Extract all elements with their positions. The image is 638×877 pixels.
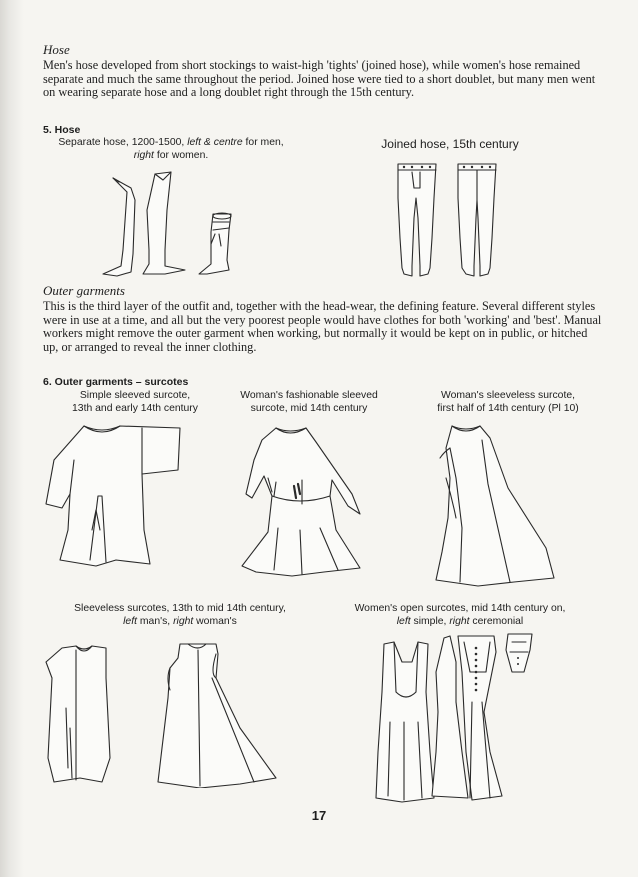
open-surcotes-illustration: [372, 632, 552, 804]
caption-italic: left: [123, 615, 137, 627]
caption-text: Simple sleeved surcote,: [79, 390, 191, 401]
caption-italic: left: [396, 615, 411, 627]
caption-text: Sleeveless surcotes, 13th to mid 14th century,: [74, 603, 286, 614]
caption-italic: right: [449, 615, 470, 627]
simple-sleeved-surcote-illustration: [40, 420, 190, 570]
caption-text: for men,: [245, 137, 284, 148]
caption-text: ceremonial: [472, 615, 524, 627]
fashionable-sleeved-surcote-illustration: [228, 420, 388, 580]
caption-text: first half of 14th century (Pl 10): [437, 402, 579, 414]
hose-heading: Hose: [43, 42, 70, 57]
figure-6-caption-2: [214, 390, 404, 415]
page-number: 17: [311, 808, 327, 823]
caption-text: Separate hose, 1200-1500,: [58, 137, 185, 148]
caption-text: woman's: [196, 615, 237, 627]
caption-text: surcote, mid 14th century: [250, 402, 368, 414]
figure-6-caption-5: [320, 603, 600, 628]
caption-text: Women's open surcotes, mid 14th century on,: [354, 603, 566, 614]
figure-5-left-caption: [40, 137, 302, 162]
caption-text: Woman's sleeveless surcote,: [440, 390, 576, 401]
caption-text: Woman's fashionable sleeved: [240, 390, 378, 401]
separate-hose-illustration: [95, 170, 245, 282]
caption-italic: left & centre: [187, 137, 243, 148]
outer-garments-heading: Outer garments: [43, 283, 125, 298]
hose-paragraph: Men's hose developed from short stockings to waist-high 'tights' (joined hose), while women's hose remained separate and much the same throughout the period. Joined hose were tied to a short doublet, but many men went on wearing separate hose and a long doublet right through the 15th century.: [43, 58, 596, 100]
sleeveless-surcote-illustration: [426, 418, 576, 588]
figure-5-title: 5. Hose: [43, 124, 81, 136]
figure-6-caption-1: [40, 390, 230, 415]
figure-6-title: 6. Outer garments – surcotes: [43, 376, 189, 388]
caption-text: for women.: [156, 149, 209, 161]
figure-5-right-caption: Joined hose, 15th century: [381, 137, 519, 151]
sleeveless-surcotes-man-woman-illustration: [40, 638, 290, 788]
caption-italic: right: [133, 149, 154, 161]
caption-text: 13th and early 14th century: [72, 402, 198, 414]
joined-hose-illustration: [390, 158, 510, 282]
outer-garments-paragraph: This is the third layer of the outfit and, together with the head-wear, the defining feature. Several different styles were in use at a time, and all but the very poorest people would have clothes for both 'working' and 'best'. Manual workers might remove the outer garment when working, but normally it would be kept on in public, or hitched up, or arranged to reveal the inner clothing.: [43, 299, 602, 354]
caption-text: man's,: [139, 615, 171, 627]
figure-6-caption-4: [40, 603, 320, 628]
figure-6-caption-3: [408, 390, 608, 415]
caption-italic: right: [173, 615, 194, 627]
caption-text: simple,: [413, 615, 447, 627]
